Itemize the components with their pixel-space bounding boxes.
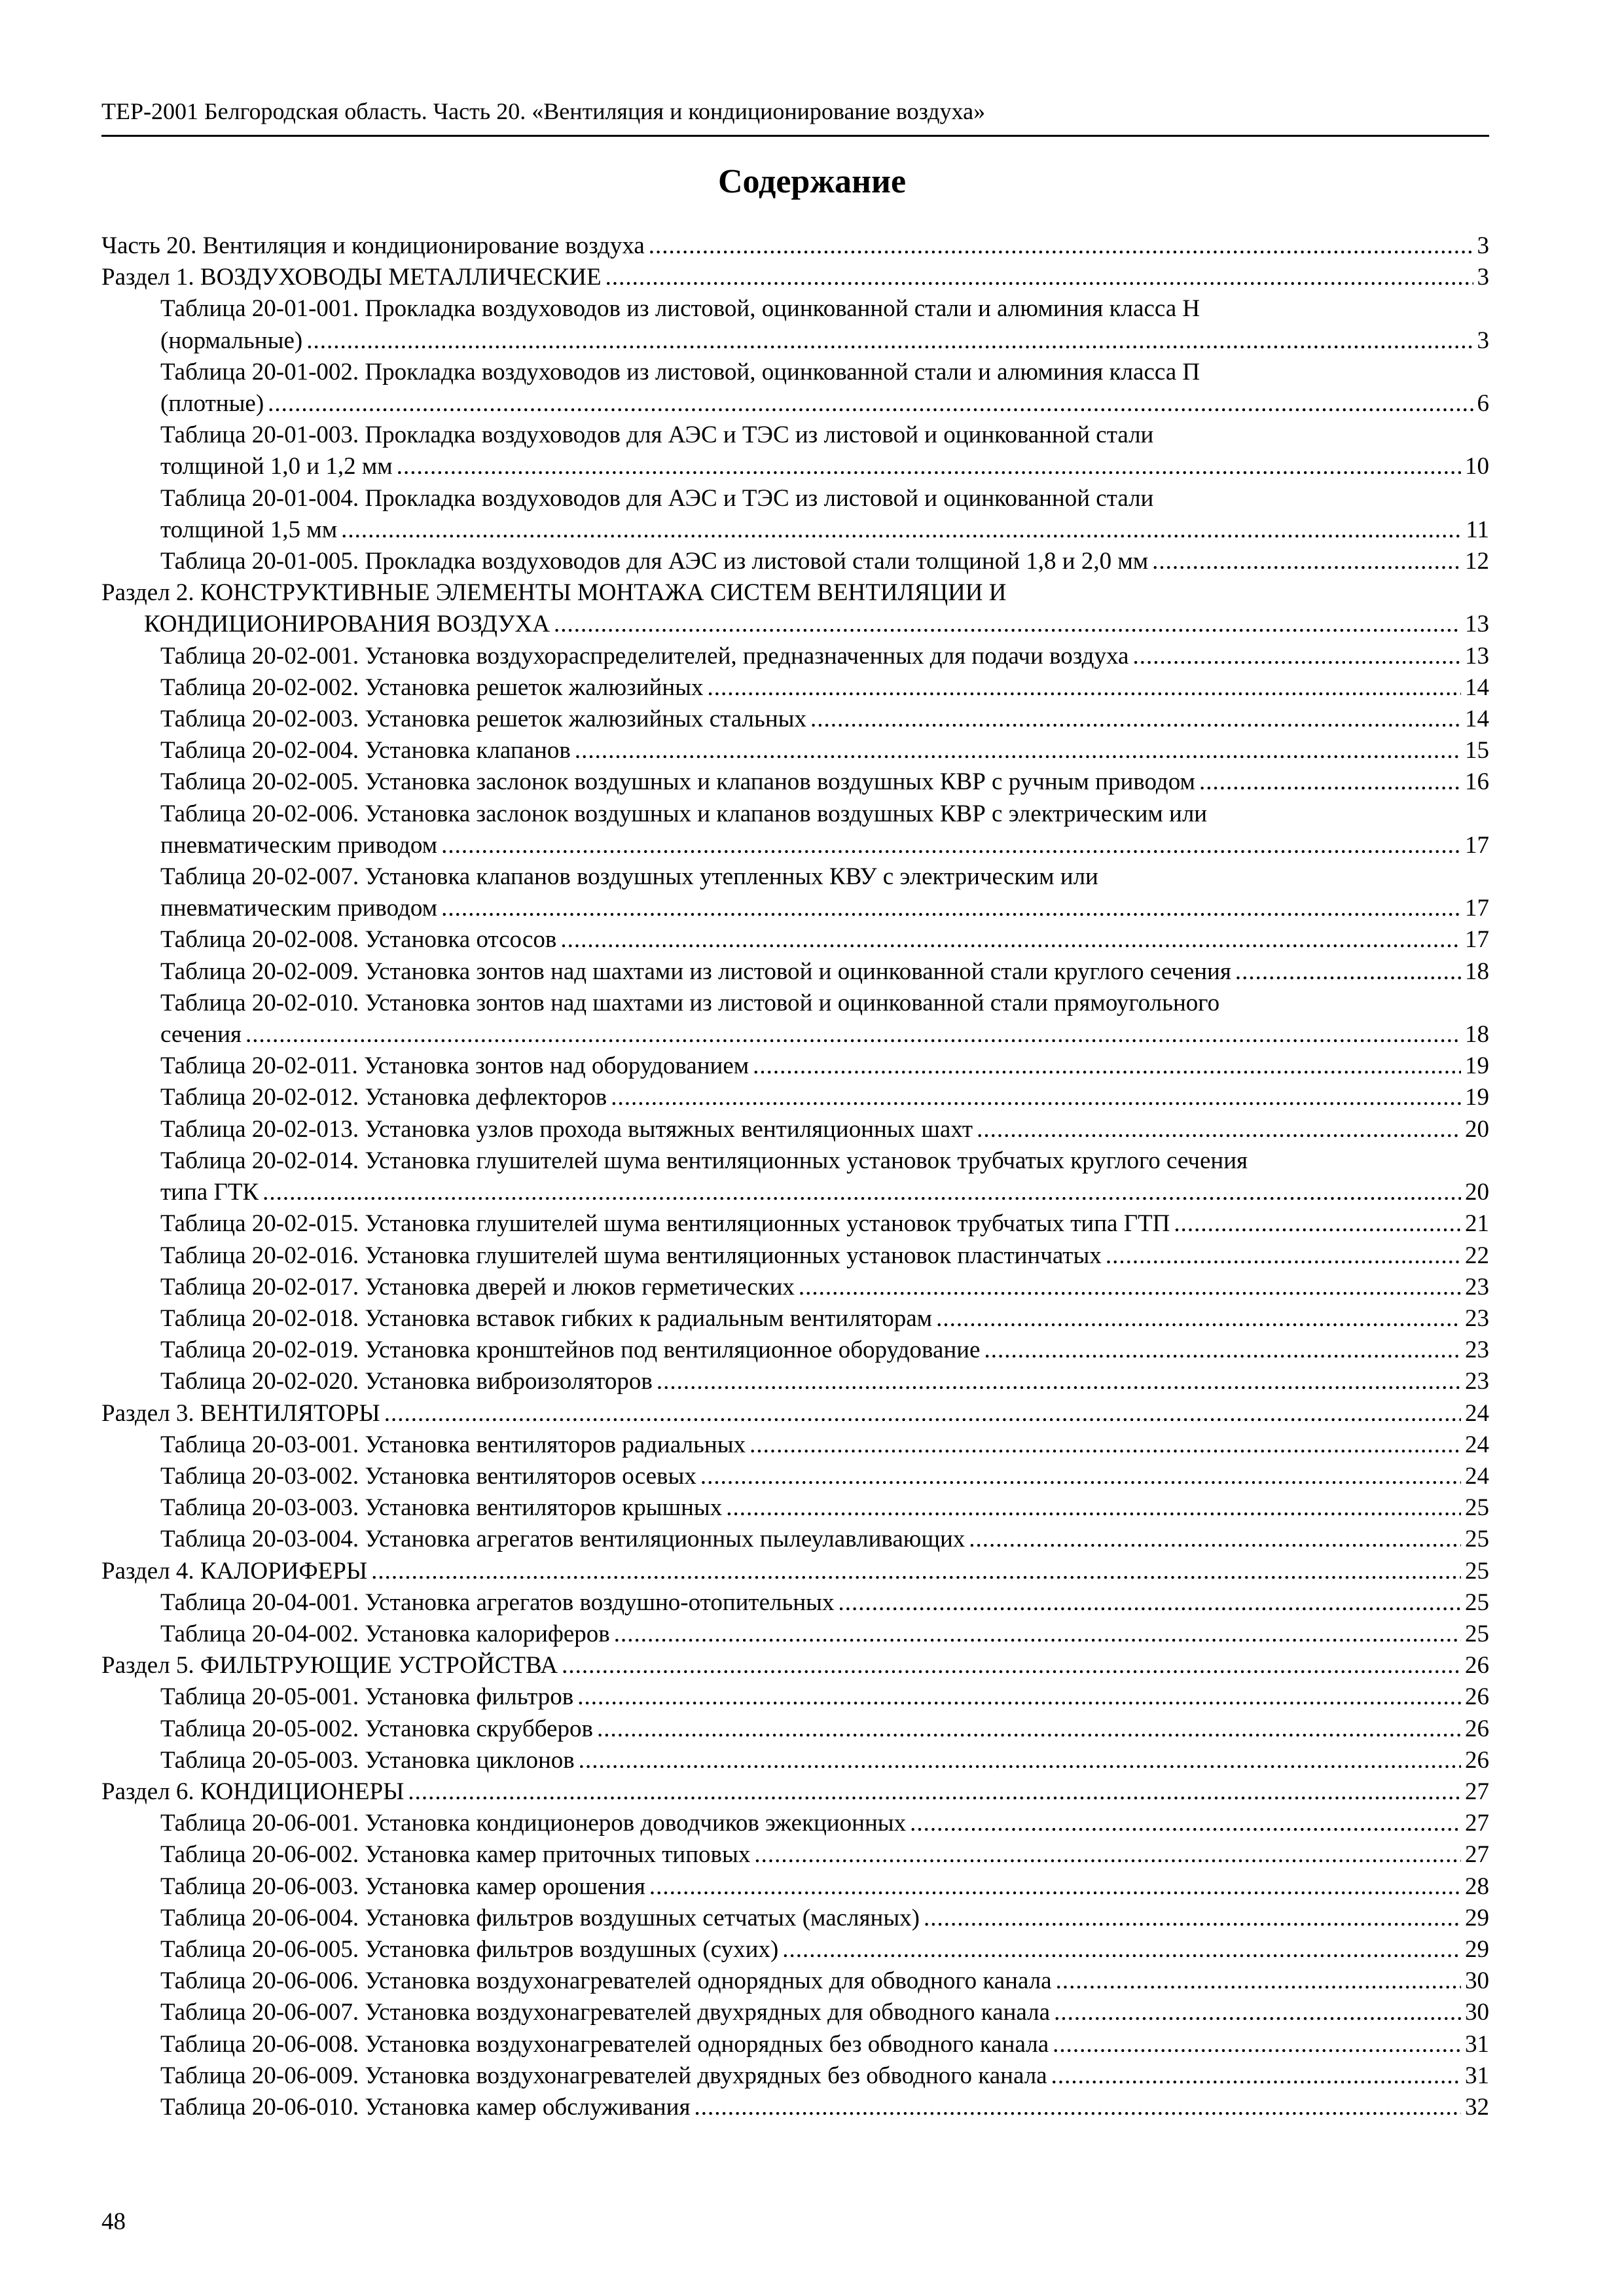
dot-leader	[562, 1650, 1461, 1681]
dot-leader	[577, 1681, 1461, 1713]
toc-page-number: 3	[1477, 232, 1489, 259]
dot-leader	[575, 735, 1461, 766]
dot-leader	[579, 1745, 1461, 1776]
dot-leader	[560, 924, 1461, 956]
toc-page-number: 23	[1465, 1304, 1489, 1332]
dot-leader	[371, 1556, 1461, 1587]
toc-entry-text: Раздел 2. КОНСТРУКТИВНЫЕ ЭЛЕМЕНТЫ МОНТАЖА СИСТЕМ ВЕНТИЛЯЦИИ И	[101, 579, 1007, 607]
toc-entry-text: Таблица 20-02-014. Установка глушителей шума вентиляционных установок трубчатых круглого сечения	[160, 1147, 1248, 1174]
toc-entry-text: Таблица 20-06-009. Установка воздухонагревателей двухрядных без обводного канала	[160, 2062, 1047, 2089]
toc-page-number: 20	[1465, 1179, 1489, 1206]
toc-page-number: 26	[1465, 1715, 1489, 1742]
dot-leader	[341, 514, 1462, 546]
toc-page-number: 3	[1477, 264, 1489, 291]
toc-page-number: 15	[1465, 737, 1489, 764]
toc-page-number: 17	[1465, 926, 1489, 954]
dot-leader	[306, 325, 1473, 357]
toc-entry-text: Таблица 20-02-018. Установка вставок гибких к радиальным вентиляторам	[160, 1304, 933, 1332]
toc-page-number: 25	[1465, 1588, 1489, 1616]
toc-entry-text: Таблица 20-06-010. Установка камер обслуживания	[160, 2093, 691, 2121]
dot-leader	[408, 1776, 1461, 1808]
toc-page-number: 10	[1465, 453, 1489, 480]
dot-leader	[977, 1114, 1461, 1145]
dot-leader	[245, 1019, 1461, 1050]
toc-page-number: 13	[1465, 611, 1489, 638]
toc-page-number: 25	[1465, 1494, 1489, 1522]
toc-entry-text: Таблица 20-06-001. Установка кондиционеров доводчиков эжекционных	[160, 1810, 907, 1837]
toc-entry-text: Раздел 1. ВОЗДУХОВОДЫ МЕТАЛЛИЧЕСКИЕ	[101, 264, 602, 291]
toc-entry-text: пневматическим приводом	[160, 831, 438, 859]
toc-page-number: 26	[1465, 1652, 1489, 1679]
dot-leader	[910, 1808, 1461, 1839]
page-title: Содержание	[717, 163, 907, 200]
dot-leader	[799, 1272, 1461, 1303]
toc-entry[interactable]	[101, 1303, 1489, 1335]
toc-page-number: 31	[1465, 2062, 1489, 2089]
toc-page-number: 29	[1465, 1904, 1489, 1931]
toc-entry-text: Таблица 20-03-004. Установка агрегатов вентиляционных пылеулавливающих	[160, 1526, 965, 1553]
toc-entry-text: толщиной 1,5 мм	[160, 516, 338, 543]
dot-leader	[810, 704, 1461, 735]
toc-page-number: 14	[1465, 706, 1489, 733]
toc-entry[interactable]	[101, 1335, 1489, 1366]
toc-entry-text: Таблица 20-02-008. Установка отсосов	[160, 926, 557, 954]
dot-leader	[262, 1177, 1461, 1208]
dot-leader	[649, 230, 1473, 262]
toc-entry-text: сечения	[160, 1021, 242, 1049]
toc-entry-text: Таблица 20-02-010. Установка зонтов над шахтами из листовой и оцинкованной стали прямоугольного	[160, 989, 1220, 1016]
toc-entry-text: Таблица 20-02-011. Установка зонтов над оборудованием	[160, 1052, 749, 1080]
toc-entry[interactable]	[101, 1145, 1489, 1208]
dot-leader	[614, 1619, 1461, 1650]
toc-entry-text: Таблица 20-03-003. Установка вентиляторов крышных	[160, 1494, 723, 1522]
toc-page-number: 24	[1465, 1431, 1489, 1458]
toc-entry[interactable]	[101, 798, 1489, 861]
toc-entry-text: Таблица 20-02-013. Установка узлов прохода вытяжных вентиляционных шахт	[160, 1115, 973, 1143]
toc-entry-text: Таблица 20-06-008. Установка воздухонагревателей однорядных без обводного канала	[160, 2030, 1049, 2058]
toc-entry-text: Таблица 20-02-012. Установка дефлекторов	[160, 1084, 607, 1111]
toc-entry[interactable]	[101, 1208, 1489, 1240]
toc-entry[interactable]	[101, 2029, 1489, 2060]
toc-entry-text: Таблица 20-01-003. Прокладка воздуховодов для АЭС и ТЭС из листовой и оцинкованной стали	[160, 422, 1154, 449]
toc-entry[interactable]	[101, 1903, 1489, 1934]
dot-leader	[1199, 766, 1461, 798]
dot-leader	[268, 388, 1473, 420]
toc-entry[interactable]	[101, 861, 1489, 924]
dot-leader	[1053, 2029, 1461, 2060]
toc-entry-text: Таблица 20-03-001. Установка вентиляторов радиальных	[160, 1431, 746, 1458]
toc-page-number: 28	[1465, 1873, 1489, 1900]
toc-entry-text: Таблица 20-01-001. Прокладка воздуховодов из листовой, оцинкованной стали и алюминия класса Н	[160, 295, 1200, 323]
toc-entry-text: Раздел 4. КАЛОРИФЕРЫ	[101, 1557, 368, 1585]
toc-entry[interactable]	[101, 956, 1489, 988]
dot-leader	[782, 1934, 1461, 1965]
toc-entry[interactable]	[101, 1050, 1489, 1082]
toc-entry-text: Таблица 20-01-005. Прокладка воздуховодов для АЭС из листовой стали толщиной 1,8 и 2,0 мм	[160, 548, 1149, 575]
table-of-contents	[101, 230, 1489, 2123]
dot-leader	[384, 1398, 1461, 1429]
toc-entry-text: Таблица 20-01-002. Прокладка воздуховодов из листовой, оцинкованной стали и алюминия класса П	[160, 358, 1200, 386]
dot-leader	[936, 1303, 1461, 1335]
toc-page-number: 24	[1465, 1462, 1489, 1490]
dot-leader	[726, 1492, 1461, 1524]
toc-entry-text: Таблица 20-02-009. Установка зонтов над шахтами из листовой и оцинкованной стали круглого сечения	[160, 958, 1231, 985]
toc-entry-text: Таблица 20-02-003. Установка решеток жалюзийных стальных	[160, 706, 807, 733]
toc-entry[interactable]	[101, 577, 1489, 640]
toc-entry[interactable]	[101, 1619, 1489, 1650]
toc-entry-text: Таблица 20-06-006. Установка воздухонагревателей однорядных для обводного канала	[160, 1967, 1052, 1995]
toc-entry-text: Таблица 20-06-007. Установка воздухонагревателей двухрядных для обводного канала	[160, 1999, 1051, 2026]
toc-page-number: 23	[1465, 1368, 1489, 1395]
toc-entry-text: КОНДИЦИОНИРОВАНИЯ ВОЗДУХА	[144, 611, 550, 638]
toc-entry-text: Таблица 20-06-004. Установка фильтров воздушных сетчатых (масляных)	[160, 1904, 920, 1931]
dot-leader	[839, 1587, 1461, 1619]
toc-entry[interactable]	[101, 1650, 1489, 1681]
toc-entry-text: Раздел 6. КОНДИЦИОНЕРЫ	[101, 1778, 405, 1805]
dot-leader	[1132, 641, 1461, 672]
toc-page-number: 21	[1465, 1210, 1489, 1238]
toc-entry[interactable]	[101, 1681, 1489, 1713]
toc-entry[interactable]	[101, 1587, 1489, 1619]
toc-entry[interactable]	[101, 262, 1489, 293]
toc-entry[interactable]	[101, 357, 1489, 420]
dot-leader	[397, 451, 1461, 482]
toc-entry-text: Таблица 20-04-001. Установка агрегатов воздушно-отопительных	[160, 1588, 835, 1616]
running-header: ТЕР-2001 Белгородская область. Часть 20. «Вентиляция и кондиционирование воздуха»	[101, 92, 1489, 137]
dot-leader	[749, 1429, 1461, 1461]
dot-leader	[605, 262, 1473, 293]
dot-leader	[441, 893, 1461, 924]
dot-leader	[984, 1335, 1461, 1366]
page-number: 48	[101, 2208, 126, 2235]
toc-entry-text: толщиной 1,0 и 1,2 мм	[160, 453, 393, 480]
dot-leader	[441, 830, 1461, 861]
toc-entry-text: Таблица 20-02-017. Установка дверей и люков герметических	[160, 1273, 795, 1300]
toc-page-number: 19	[1465, 1084, 1489, 1111]
dot-leader	[1051, 2060, 1461, 2092]
toc-entry[interactable]	[101, 2060, 1489, 2092]
toc-entry[interactable]	[101, 1461, 1489, 1492]
toc-entry-text: Раздел 3. ВЕНТИЛЯТОРЫ	[101, 1399, 380, 1427]
toc-page-number: 23	[1465, 1273, 1489, 1300]
toc-page-number: 29	[1465, 1935, 1489, 1963]
dot-leader	[695, 2092, 1461, 2123]
toc-entry-text: Таблица 20-02-005. Установка заслонок воздушных и клапанов воздушных КВР с ручным приводом	[160, 768, 1195, 796]
toc-page-number: 11	[1466, 516, 1489, 543]
toc-entry-text: (нормальные)	[160, 327, 303, 354]
toc-page-number: 18	[1465, 1021, 1489, 1049]
dot-leader	[1152, 546, 1461, 577]
toc-entry[interactable]	[101, 641, 1489, 672]
toc-entry[interactable]	[101, 1556, 1489, 1587]
toc-page-number: 6	[1477, 390, 1489, 418]
toc-page-number: 26	[1465, 1683, 1489, 1711]
toc-entry-text: Раздел 5. ФИЛЬТРУЮЩИЕ УСТРОЙСТВА	[101, 1652, 558, 1679]
toc-entry[interactable]	[101, 988, 1489, 1050]
toc-entry-text: пневматическим приводом	[160, 895, 438, 922]
toc-page-number: 18	[1465, 958, 1489, 985]
toc-entry-text: Таблица 20-02-007. Установка клапанов воздушных утепленных КВУ с электрическим или	[160, 863, 1098, 891]
toc-entry[interactable]	[101, 735, 1489, 766]
toc-page-number: 27	[1465, 1810, 1489, 1837]
toc-entry-text: Таблица 20-06-002. Установка камер приточных типовых	[160, 1841, 751, 1869]
toc-page-number: 31	[1465, 2030, 1489, 2058]
toc-page-number: 17	[1465, 895, 1489, 922]
toc-entry[interactable]	[101, 1839, 1489, 1871]
dot-leader	[657, 1366, 1461, 1397]
dot-leader	[708, 672, 1461, 704]
toc-page-number: 14	[1465, 673, 1489, 701]
toc-entry[interactable]	[101, 1524, 1489, 1555]
toc-page-number: 30	[1465, 1967, 1489, 1995]
toc-page-number: 19	[1465, 1052, 1489, 1080]
toc-entry[interactable]	[101, 293, 1489, 356]
toc-page-number: 3	[1477, 327, 1489, 354]
toc-entry[interactable]	[101, 766, 1489, 798]
toc-entry-text: (плотные)	[160, 390, 264, 418]
toc-entry-text: Часть 20. Вентиляция и кондиционирование воздуха	[101, 232, 645, 259]
toc-entry[interactable]	[101, 1934, 1489, 1965]
toc-page-number: 26	[1465, 1746, 1489, 1774]
toc-entry-text: типа ГТК	[160, 1179, 259, 1206]
dot-leader	[1056, 1965, 1461, 1997]
toc-entry-text: Таблица 20-02-019. Установка кронштейнов под вентиляционное оборудование	[160, 1336, 981, 1364]
toc-entry[interactable]	[101, 1713, 1489, 1745]
toc-entry[interactable]	[101, 1745, 1489, 1776]
toc-page-number: 17	[1465, 831, 1489, 859]
toc-page-number: 13	[1465, 642, 1489, 670]
toc-page-number: 23	[1465, 1336, 1489, 1364]
dot-leader	[924, 1903, 1461, 1934]
toc-entry-text: Таблица 20-05-003. Установка циклонов	[160, 1746, 575, 1774]
dot-leader	[1174, 1208, 1461, 1240]
toc-page-number: 27	[1465, 1841, 1489, 1869]
dot-leader	[753, 1050, 1461, 1082]
toc-page-number: 25	[1465, 1620, 1489, 1647]
dot-leader	[1054, 1997, 1461, 2028]
toc-entry-text: Таблица 20-02-002. Установка решеток жалюзийных	[160, 673, 704, 701]
dot-leader	[554, 609, 1461, 640]
toc-entry-text: Таблица 20-05-002. Установка скрубберов	[160, 1715, 593, 1742]
toc-entry[interactable]	[101, 1492, 1489, 1524]
dot-leader	[611, 1082, 1461, 1113]
toc-page-number: 24	[1465, 1399, 1489, 1427]
toc-entry[interactable]	[101, 2092, 1489, 2123]
toc-entry-text: Таблица 20-05-001. Установка фильтров	[160, 1683, 574, 1711]
toc-entry[interactable]	[101, 1398, 1489, 1429]
toc-entry-text: Таблица 20-01-004. Прокладка воздуховодов для АЭС и ТЭС из листовой и оцинкованной стали	[160, 484, 1154, 512]
toc-entry[interactable]	[101, 1997, 1489, 2028]
toc-entry[interactable]	[101, 1965, 1489, 1997]
toc-page-number: 32	[1465, 2093, 1489, 2121]
toc-entry-text: Таблица 20-04-002. Установка калориферов	[160, 1620, 610, 1647]
toc-entry[interactable]	[101, 1114, 1489, 1145]
toc-entry[interactable]	[101, 483, 1489, 546]
toc-entry-text: Таблица 20-02-020. Установка виброизоляторов	[160, 1368, 653, 1395]
toc-page-number: 30	[1465, 1999, 1489, 2026]
toc-entry-text: Таблица 20-06-003. Установка камер орошения	[160, 1873, 645, 1900]
toc-entry[interactable]	[101, 420, 1489, 482]
dot-leader	[754, 1839, 1461, 1871]
toc-entry[interactable]	[101, 1871, 1489, 1903]
dot-leader	[597, 1713, 1461, 1745]
toc-entry-text: Таблица 20-03-002. Установка вентиляторов осевых	[160, 1462, 696, 1490]
toc-page-number: 25	[1465, 1557, 1489, 1585]
toc-entry-text: Таблица 20-06-005. Установка фильтров воздушных (сухих)	[160, 1935, 779, 1963]
dot-leader	[649, 1871, 1461, 1903]
dot-leader	[1106, 1240, 1461, 1272]
toc-page-number: 12	[1465, 548, 1489, 575]
toc-entry[interactable]	[101, 704, 1489, 735]
toc-entry[interactable]	[101, 1429, 1489, 1461]
toc-entry[interactable]	[101, 230, 1489, 262]
toc-entry-text: Таблица 20-02-004. Установка клапанов	[160, 737, 571, 764]
toc-page-number: 25	[1465, 1526, 1489, 1553]
toc-entry[interactable]	[101, 1776, 1489, 1808]
toc-entry[interactable]	[101, 1366, 1489, 1397]
toc-entry[interactable]	[101, 672, 1489, 704]
toc-entry-text: Таблица 20-02-001. Установка воздухораспределителей, предназначенных для подачи воздуха	[160, 642, 1129, 670]
toc-entry[interactable]	[101, 1808, 1489, 1839]
dot-leader	[1235, 956, 1461, 988]
dot-leader	[700, 1461, 1461, 1492]
toc-entry-text: Таблица 20-02-015. Установка глушителей шума вентиляционных установок трубчатых типа ГТП	[160, 1210, 1170, 1238]
dot-leader	[969, 1524, 1461, 1555]
toc-entry-text: Таблица 20-02-016. Установка глушителей шума вентиляционных установок пластинчатых	[160, 1242, 1102, 1269]
toc-page-number: 20	[1465, 1115, 1489, 1143]
toc-page-number: 22	[1465, 1242, 1489, 1269]
toc-page-number: 27	[1465, 1778, 1489, 1805]
toc-entry[interactable]	[101, 546, 1489, 577]
toc-page-number: 16	[1465, 768, 1489, 796]
toc-entry-text: Таблица 20-02-006. Установка заслонок воздушных и клапанов воздушных КВР с электрическим или	[160, 800, 1208, 827]
toc-entry[interactable]	[101, 1272, 1489, 1303]
toc-entry[interactable]	[101, 1240, 1489, 1272]
toc-entry[interactable]	[101, 924, 1489, 956]
toc-entry[interactable]	[101, 1082, 1489, 1113]
